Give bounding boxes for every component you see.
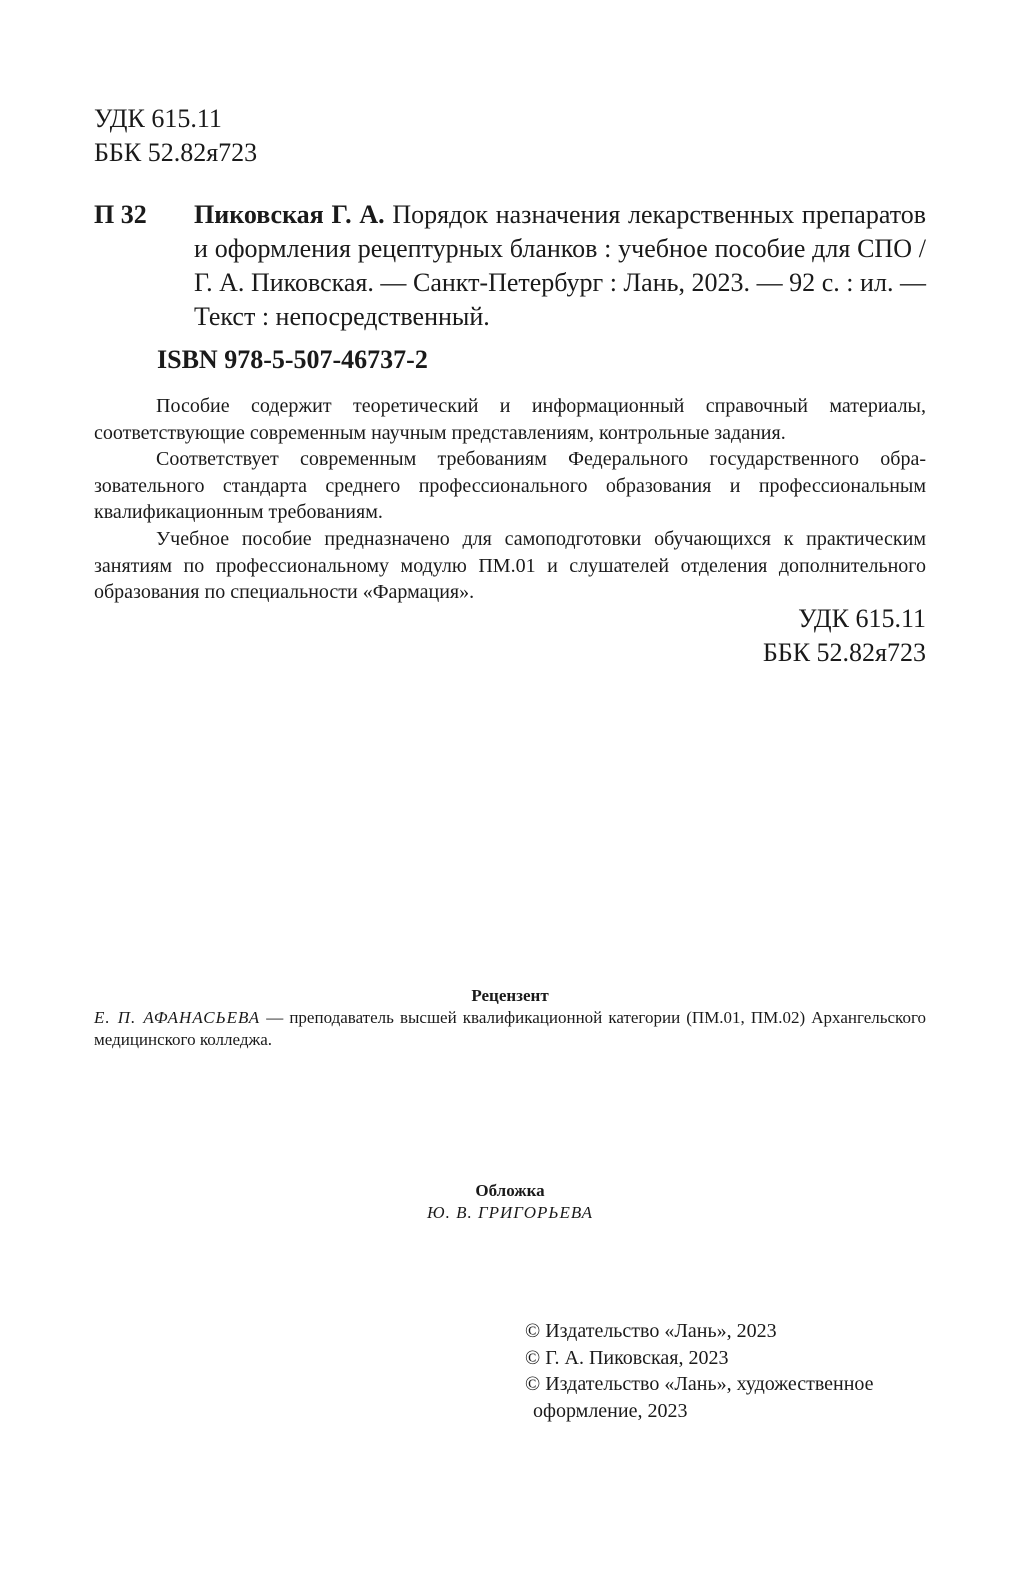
description-body: Порядок назначения лекарственных препаратов и оформления рецептурных бланков : учебное пособие для СПО / Г. А. Пиковская. — Санкт-Петербург : Лань, 2023. — 92 с. : ил. — Текст : непосредственный. (194, 200, 926, 331)
copyright-line: © Издательство «Лань», 2023 (525, 1320, 777, 1342)
bbk-code: ББК 52.82я723 (762, 638, 926, 667)
bibliographic-entry (94, 198, 926, 334)
reviewer-name: Е. П. АФАНАСЬЕВА (94, 1008, 261, 1027)
cover-heading: Обложка (475, 1181, 545, 1200)
copyright-block (525, 1318, 874, 1424)
reviewer-section (94, 985, 926, 1051)
classification-codes-top (94, 102, 257, 170)
annotation-paragraph: Учебное пособие предназначено для самоподготовки обучающихся к практическим занятиям по профессиональному модулю ПМ.01 и слушателей отделения дополнительного образования по специальности «Фармация». (94, 527, 926, 604)
classification-codes-bottom (763, 602, 926, 670)
annotation-paragraph: Соответствует современным требованиям Федерального государственного образовательного стандарта среднего профессионального образования и профессиональным квалификационным требованиям. (94, 448, 926, 524)
author-mark: П 32 (94, 200, 147, 229)
annotation-paragraph: Пособие содержит теоретический и информационный справочный материалы, соответствующие современным научным представлениям, контрольные задания. (94, 395, 926, 444)
isbn: ISBN 978-5-507-46737-2 (157, 345, 428, 374)
annotation (94, 393, 926, 606)
copyright-line: оформление, 2023 (533, 1399, 688, 1422)
udk-code: УДК 615.11 (94, 104, 222, 133)
udk-code: УДК 615.11 (798, 604, 926, 633)
author-name: Пиковская Г. А. (194, 200, 385, 229)
cover-designer-name: Ю. В. ГРИГОРЬЕВА (427, 1203, 593, 1222)
copyright-line: © Г. А. Пиковская, 2023 (525, 1346, 729, 1369)
bibliographic-description (194, 198, 926, 334)
reviewer-description: — преподаватель высшей квалификационной категории (ПМ.01, ПМ.02) Архангельского медицинского колледжа. (94, 1008, 926, 1049)
bbk-code: ББК 52.82я723 (94, 138, 258, 167)
cover-section (94, 1180, 926, 1224)
copyright-line: © Издательство «Лань», художественное (525, 1373, 874, 1396)
reviewer-heading: Рецензент (471, 986, 549, 1005)
reviewer-info (94, 1007, 926, 1051)
